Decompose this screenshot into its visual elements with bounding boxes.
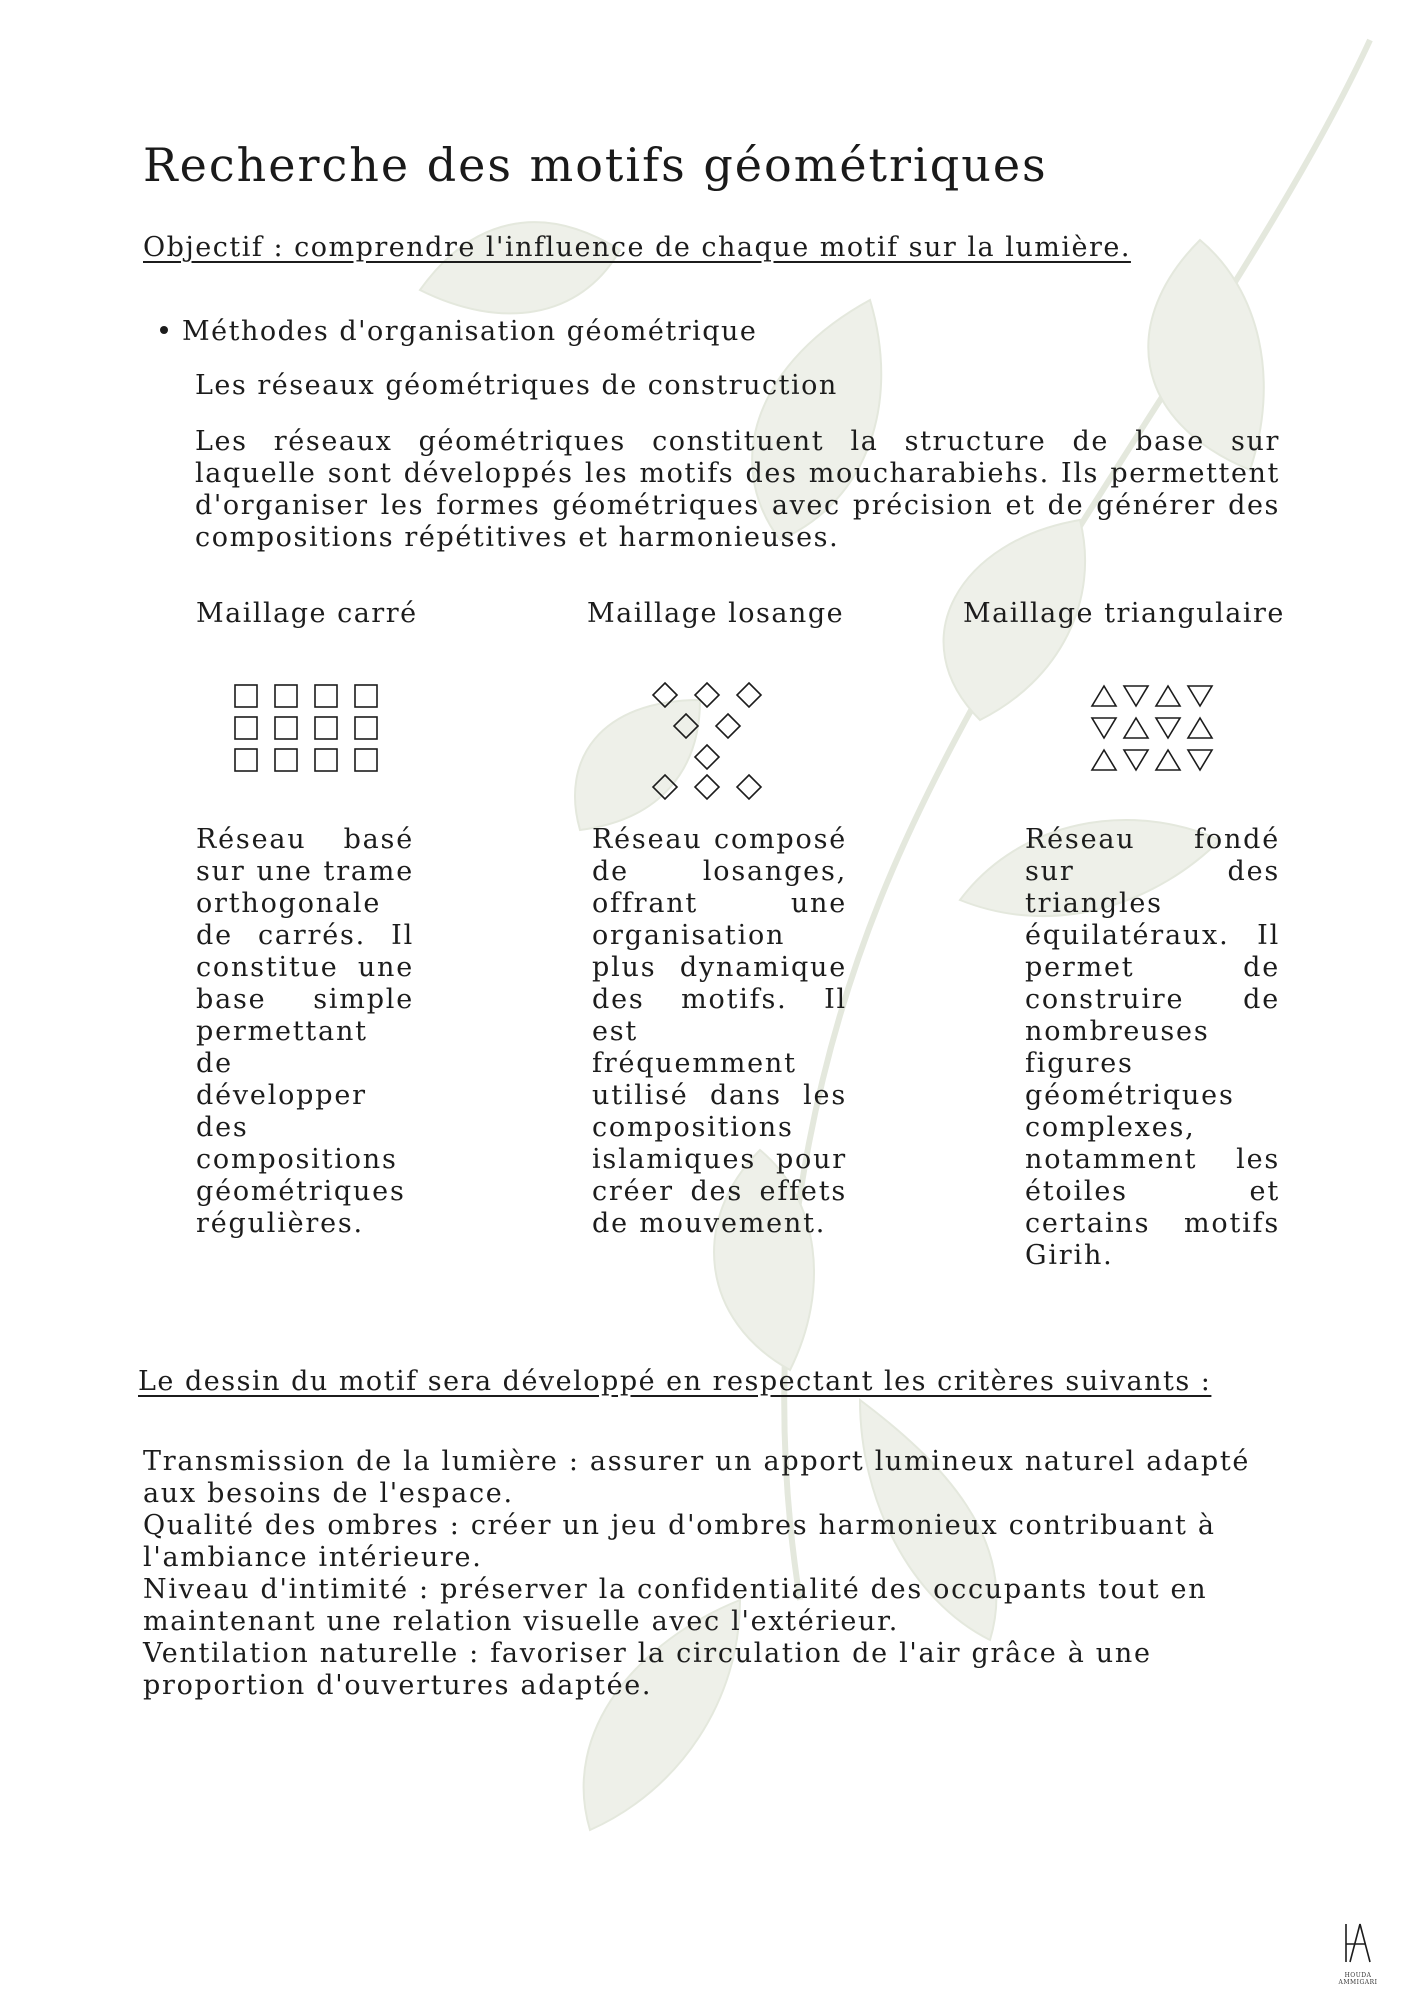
mesh-description-triangle: Réseau fondé sur des triangles équilatéraux. Il permet de construire de nombreuses figures géométriques complexes, notamment les étoiles et certains motifs Girih.: [1025, 824, 1280, 1271]
logo-text: HOUDA AMMIGARI: [1338, 1972, 1378, 1986]
triangle-grid-icon: [1090, 683, 1214, 775]
criteria-item-light: Transmission de la lumière : assurer un apport lumineux naturel adapté aux besoins de l'espace.: [143, 1446, 1251, 1509]
bullet-label: Méthodes d'organisation géométrique: [182, 316, 758, 347]
section-bullet: [160, 316, 757, 347]
square-grid-icon: [233, 683, 383, 775]
bullet-dot-icon: [160, 326, 168, 334]
criteria-item-shadows: Qualité des ombres : créer un jeu d'ombres harmonieux contribuant à l'ambiance intérieure.: [143, 1510, 1216, 1573]
objective-text: Objectif : comprendre l'influence de chaque motif sur la lumière.: [143, 232, 1131, 263]
mesh-title-square: Maillage carré: [196, 598, 418, 629]
criteria-list: [143, 1446, 1273, 1702]
criteria-item-ventilation: Ventilation naturelle : favoriser la circulation de l'air grâce à une proportion d'ouvertures adaptée.: [143, 1638, 1152, 1701]
mesh-title-triangle: Maillage triangulaire: [963, 598, 1285, 629]
page-title: Recherche des motifs géométriques: [143, 138, 1048, 192]
author-logo: [1328, 1920, 1388, 1986]
mesh-title-diamond: Maillage losange: [587, 598, 845, 629]
criteria-heading: Le dessin du motif sera développé en respectant les critères suivants :: [138, 1366, 1212, 1397]
mesh-description-square: Réseau basé sur une trame orthogonale de carrés. Il constitue une base simple permettant de développer des compositions géométriques régulières.: [196, 824, 414, 1239]
section-intro: Les réseaux géométriques constituent la structure de base sur laquelle sont développés les motifs des moucharabiehs. Ils permettent d'organiser les formes géométriques avec précision et de générer des compositions répétitives et harmonieuses.: [195, 426, 1280, 553]
monogram-logo-icon: [1336, 1920, 1380, 1966]
section-subheading: Les réseaux géométriques de construction: [195, 370, 838, 401]
mesh-description-diamond: Réseau composé de losanges, offrant une organisation plus dynamique des motifs. Il est fréquemment utilisé dans les compositions islamiques pour créer des effets de mouvement.: [592, 824, 847, 1239]
diamond-grid-icon: [650, 680, 766, 804]
criteria-item-privacy: Niveau d'intimité : préserver la confidentialité des occupants tout en maintenant une relation visuelle avec l'extérieur.: [143, 1574, 1208, 1637]
